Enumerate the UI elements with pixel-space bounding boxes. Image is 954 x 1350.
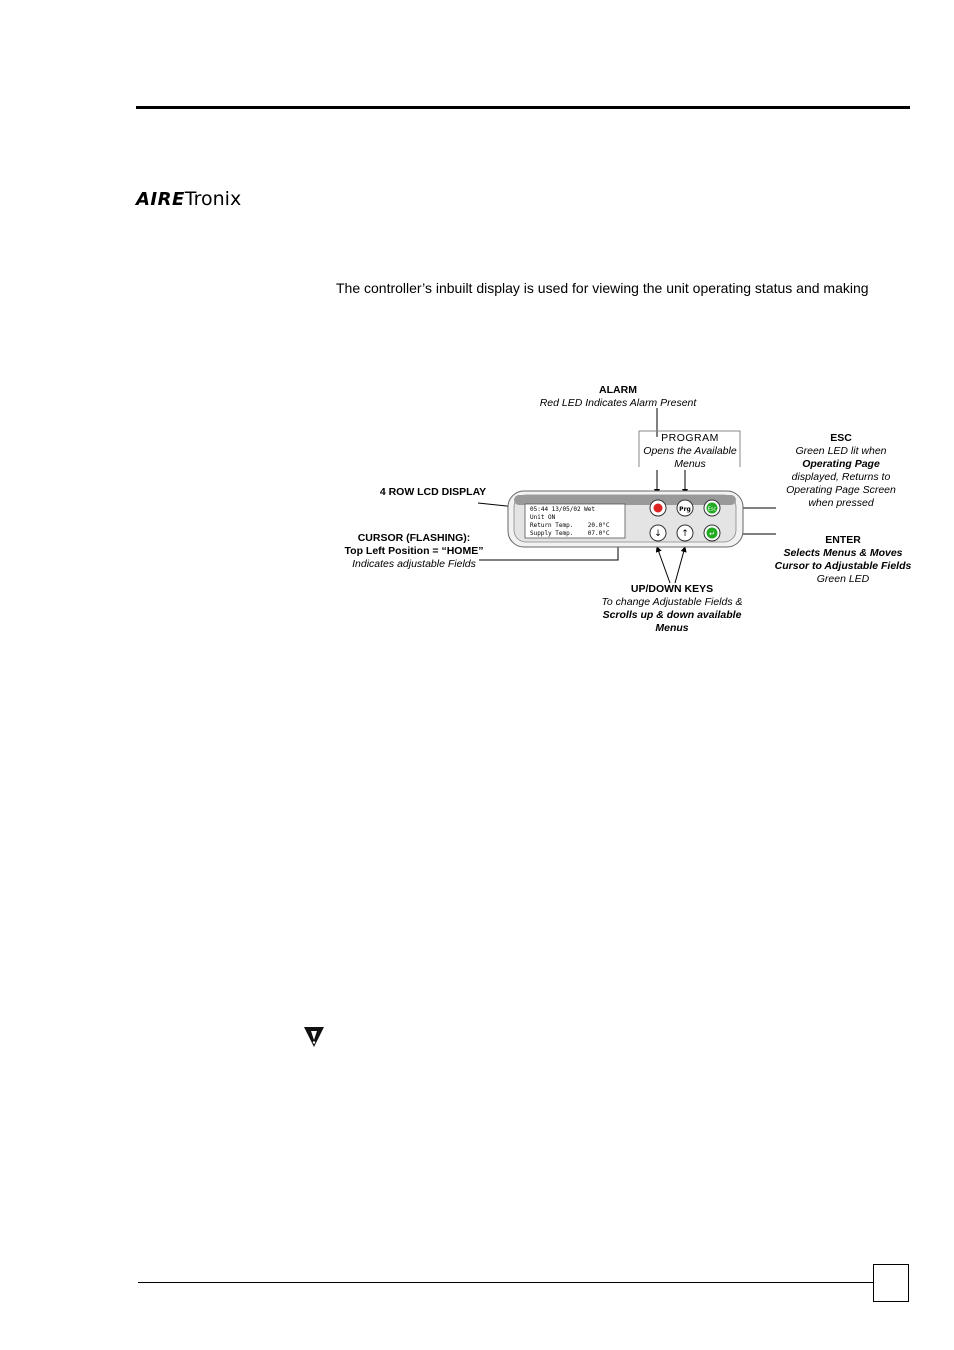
esc-label: ESC Green LED lit when Operating Page displayed, Returns to Operating Page Screen when pressed <box>786 432 896 509</box>
svg-text:Prg: Prg <box>679 506 691 513</box>
lcd-line-4: Supply Temp. 07.0°C <box>530 530 610 537</box>
alarm-label: ALARM Red LED Indicates Alarm Present <box>539 384 697 409</box>
airetronix-logo: AIRETronix <box>136 188 242 210</box>
program-button[interactable] <box>677 500 693 516</box>
lcd-display-label: 4 ROW LCD DISPLAY <box>379 486 487 498</box>
svg-text:↓: ↓ <box>654 529 662 539</box>
esc-button[interactable] <box>704 500 720 516</box>
svg-text:↵: ↵ <box>709 530 715 538</box>
lcd-display <box>530 506 626 538</box>
lcd-line-2: Unit ON <box>530 514 556 521</box>
up-button[interactable] <box>677 525 693 541</box>
warning-icon <box>302 1025 326 1049</box>
updown-label: UP/DOWN KEYS To change Adjustable Fields & Scrolls up & down available Menus <box>601 583 743 634</box>
intro-paragraph: The controller’s inbuilt display is used for viewing the unit operating status and making <box>336 280 869 296</box>
footer-rule <box>138 1282 873 1283</box>
svg-text:Esc: Esc <box>707 506 717 513</box>
cursor-label: CURSOR (FLASHING): Top Left Position = “HOME” Indicates adjustable Fields <box>344 532 484 570</box>
page-number-box <box>873 1264 909 1302</box>
enter-button[interactable] <box>704 525 720 541</box>
down-button[interactable] <box>650 525 666 541</box>
enter-label: ENTER Selects Menus & Moves Cursor to Adjustable Fields Green LED <box>774 534 912 585</box>
lcd-line-3: Return Temp. 20.0°C <box>530 522 610 529</box>
alarm-button[interactable] <box>650 500 666 516</box>
svg-text:↑: ↑ <box>681 529 689 539</box>
program-label: PROGRAM Opens the Available Menus <box>643 432 737 470</box>
lcd-line-1: 05:44 13/05/02 Wet <box>530 506 596 513</box>
